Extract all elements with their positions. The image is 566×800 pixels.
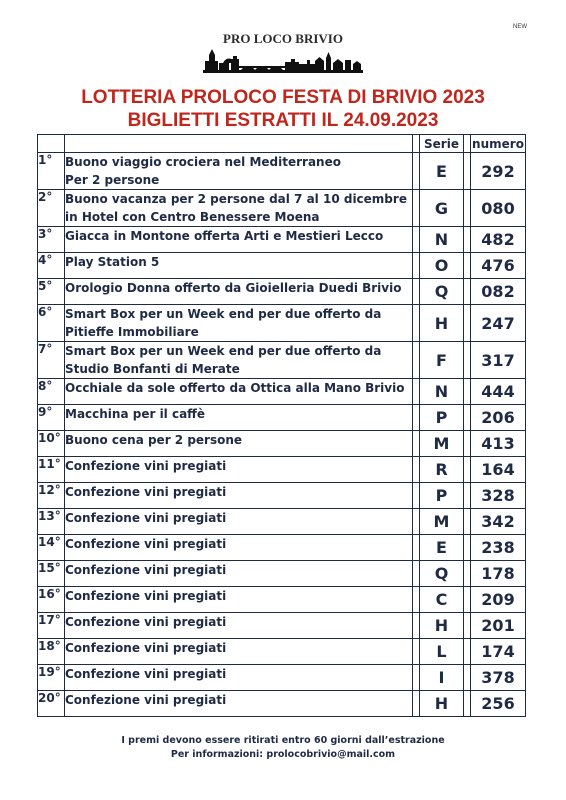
column-gap [464,561,471,587]
table-row [38,190,526,227]
column-gap [413,405,420,431]
column-gap [464,613,471,639]
footer-contact: Per informazioni: prolocobrivio@mail.com [170,749,396,760]
prize-rank: 20° [38,691,65,717]
prize-description [65,665,413,691]
prize-description [65,509,413,535]
table-row [38,639,526,665]
column-gap [464,665,471,691]
table-row [38,457,526,483]
prize-rank: 1° [38,153,65,190]
table-row [38,665,526,691]
prize-serie: H [420,691,464,717]
column-gap [464,431,471,457]
prize-serie: P [420,483,464,509]
prize-description-line: Pitieffe Immobiliare [65,325,199,339]
header-serie: Serie [420,135,464,153]
prize-numero: 328 [471,483,526,509]
table-row [38,253,526,279]
table-row [38,227,526,253]
column-gap [464,379,471,405]
prize-description-line: Studio Bonfanti di Merate [65,362,240,376]
prize-description [65,535,413,561]
column-gap [413,253,420,279]
prize-serie: G [420,190,464,227]
column-gap [413,535,420,561]
prize-description-line: Occhiale da sole offerto da Ottica alla Mano Brivio [65,381,405,395]
prize-serie: M [420,509,464,535]
prize-description [65,405,413,431]
prize-numero: 292 [471,153,526,190]
prize-rank: 6° [38,305,65,342]
column-gap [413,342,420,379]
prize-description-line: Per 2 persone [65,173,160,187]
column-gap [464,509,471,535]
org-name: PRO LOCO BRIVIO [223,31,343,46]
table-row [38,279,526,305]
column-gap [413,509,420,535]
table-row [38,379,526,405]
prize-description-line: Macchina per il caffè [65,407,206,421]
new-tag: NEW [513,24,527,30]
prize-numero: 247 [471,305,526,342]
table-row [38,613,526,639]
prize-serie: P [420,405,464,431]
column-gap [464,691,471,717]
prize-numero: 209 [471,587,526,613]
prize-description-line: Buono vacanza per 2 persone dal 7 al 10 dicembre [65,192,407,206]
prize-table [37,134,526,717]
prize-rank: 3° [38,227,65,253]
prize-rank: 19° [38,665,65,691]
prize-serie: H [420,613,464,639]
table-row [38,587,526,613]
header-gap [464,135,471,153]
prize-serie: C [420,587,464,613]
prize-rank: 5° [38,279,65,305]
prize-description-line: Confezione vini pregiati [65,589,227,603]
table-header [38,135,526,153]
prize-rank: 15° [38,561,65,587]
prize-rank: 10° [38,431,65,457]
table-row [38,509,526,535]
column-gap [464,535,471,561]
prize-description [65,691,413,717]
prize-description-line: Confezione vini pregiati [65,641,227,655]
prize-serie: N [420,379,464,405]
title-line1: LOTTERIA PROLOCO FESTA DI BRIVIO 2023 [81,87,485,108]
column-gap [413,587,420,613]
table-row [38,431,526,457]
prize-numero: 082 [471,279,526,305]
prize-description [65,379,413,405]
column-gap [413,457,420,483]
prize-rank: 14° [38,535,65,561]
prize-description [65,561,413,587]
prize-description-line: Confezione vini pregiati [65,563,227,577]
column-gap [413,561,420,587]
prize-serie: N [420,227,464,253]
prize-rank: 4° [38,253,65,279]
prize-description [65,457,413,483]
prize-description [65,639,413,665]
prize-numero: 476 [471,253,526,279]
column-gap [464,253,471,279]
prize-serie: R [420,457,464,483]
prize-description-line: Orologio Donna offerto da Gioielleria Duedi Brivio [65,281,402,295]
table-row [38,483,526,509]
prize-numero: 080 [471,190,526,227]
prize-numero: 178 [471,561,526,587]
column-gap [464,227,471,253]
table-row [38,342,526,379]
column-gap [413,190,420,227]
prize-numero: 378 [471,665,526,691]
prize-serie: F [420,342,464,379]
column-gap [413,431,420,457]
column-gap [413,639,420,665]
prize-serie: L [420,639,464,665]
prize-serie: M [420,431,464,457]
prize-numero: 238 [471,535,526,561]
prize-description [65,431,413,457]
prize-numero: 482 [471,227,526,253]
prize-description [65,253,413,279]
prize-description-line: Confezione vini pregiati [65,615,227,629]
prize-description [65,483,413,509]
column-gap [464,342,471,379]
table-row [38,305,526,342]
column-gap [464,587,471,613]
prize-rank: 7° [38,342,65,379]
column-gap [464,483,471,509]
prize-description-line: Confezione vini pregiati [65,693,227,707]
prize-description [65,279,413,305]
prize-description [65,342,413,379]
prize-description-line: Confezione vini pregiati [65,511,227,525]
title-line2: BIGLIETTI ESTRATTI IL 24.09.2023 [127,110,439,131]
prize-rank: 11° [38,457,65,483]
prize-description-line: Smart Box per un Week end per due offerto da [65,307,382,321]
prize-serie: Q [420,561,464,587]
column-gap [464,457,471,483]
prize-description-line: Confezione vini pregiati [65,667,227,681]
prize-numero: 444 [471,379,526,405]
prize-rank: 17° [38,613,65,639]
prize-description-line: Confezione vini pregiati [65,485,227,499]
prize-numero: 342 [471,509,526,535]
header-rank [38,135,65,153]
prize-description-line: in Hotel con Centro Benessere Moena [65,210,320,224]
prize-serie: H [420,305,464,342]
table-row [38,535,526,561]
prize-rank: 12° [38,483,65,509]
prize-description-line: Confezione vini pregiati [65,459,227,473]
footer-note: I premi devono essere ritirati entro 60 giorni dall’estrazione [121,735,445,746]
column-gap [413,305,420,342]
prize-numero: 201 [471,613,526,639]
prize-description-line: Giacca in Montone offerta Arti e Mestieri Lecco [65,229,384,243]
column-gap [413,691,420,717]
column-gap [413,279,420,305]
prize-serie: Q [420,279,464,305]
prize-rank: 9° [38,405,65,431]
column-gap [464,190,471,227]
prize-description [65,153,413,190]
prize-rank: 8° [38,379,65,405]
prize-serie: I [420,665,464,691]
prize-serie: E [420,535,464,561]
prize-description [65,227,413,253]
column-gap [413,153,420,190]
prize-numero: 164 [471,457,526,483]
column-gap [413,483,420,509]
table-row [38,691,526,717]
town-skyline-icon [203,47,363,73]
prize-numero: 174 [471,639,526,665]
prize-serie: E [420,153,464,190]
header-description [65,135,413,153]
column-gap [413,665,420,691]
prize-description-line: Buono cena per 2 persone [65,433,243,447]
column-gap [464,305,471,342]
prize-rank: 18° [38,639,65,665]
prize-description-line: Smart Box per un Week end per due offerto da [65,344,382,358]
table-row [38,561,526,587]
prize-numero: 317 [471,342,526,379]
prize-description [65,305,413,342]
prize-description [65,613,413,639]
column-gap [413,227,420,253]
prize-rank: 2° [38,190,65,227]
prize-description-line: Buono viaggio crociera nel Mediterraneo [65,155,341,169]
header-numero: numero [472,136,524,151]
prize-rank: 16° [38,587,65,613]
prize-description [65,587,413,613]
table-row [38,153,526,190]
prize-serie: O [420,253,464,279]
prize-description [65,190,413,227]
column-gap [464,153,471,190]
prize-numero: 206 [471,405,526,431]
prize-description-line: Confezione vini pregiati [65,537,227,551]
prize-description-line: Play Station 5 [65,255,160,269]
prize-numero: 256 [471,691,526,717]
prize-numero: 413 [471,431,526,457]
header-gap [413,135,420,153]
prize-rank: 13° [38,509,65,535]
column-gap [464,279,471,305]
column-gap [413,613,420,639]
column-gap [464,639,471,665]
table-row [38,405,526,431]
column-gap [413,379,420,405]
column-gap [464,405,471,431]
